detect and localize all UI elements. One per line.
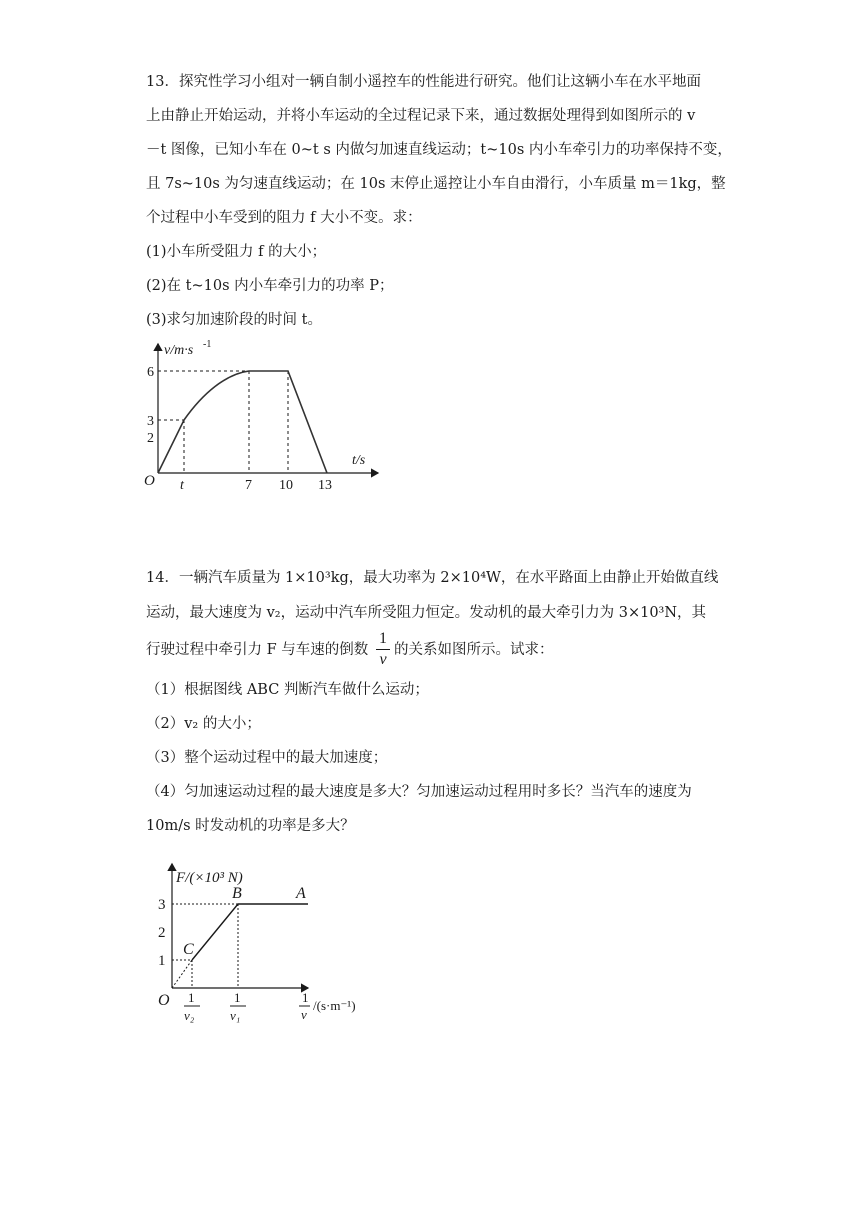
q14-frac-den: v [379, 651, 387, 668]
q14-point-b: B [232, 885, 242, 902]
q13-x-tick-7: 7 [245, 478, 252, 493]
q13-item-2: (2)在 t~10s 内小车牵引力的功率 P； [146, 278, 394, 294]
q14-point-c: C [183, 941, 194, 958]
q14-fv-line [192, 904, 308, 960]
q13-x-tick-13: 13 [318, 478, 332, 493]
q14-x-tick2-den: v₁ [230, 1008, 241, 1023]
q14-x-tick2-num: 1 [234, 990, 241, 1005]
q14-x-label-num: 1 [302, 990, 309, 1005]
q14-line-3b: 的关系如图所示。试求： [394, 642, 554, 658]
q14-y-label: F/(×10³ N) [176, 870, 243, 886]
q14-y-tick-2: 2 [158, 925, 166, 941]
q13-line-4: 且 7s~10s 为匀速直线运动；在 10s 末停止遥控让小车自由滑行，小车质量 m＝1kg，整 [146, 176, 726, 192]
q13-y-label: v/m·s [164, 343, 194, 358]
q14-x-tick1-num: 1 [188, 990, 195, 1005]
q13-x-tick-10: 10 [279, 478, 293, 493]
q13-y-tick-2: 2 [147, 431, 154, 446]
q14-y-tick-1: 1 [158, 953, 166, 969]
q14-line-1: 14．一辆汽车质量为 1×10³kg，最大功率为 2×10⁴W，在水平路面上由静止开始做直线 [146, 570, 719, 586]
q13-y-tick-6: 6 [147, 365, 154, 380]
q13-x-tick-t: t [180, 478, 184, 493]
q13-vt-graph [138, 338, 388, 498]
q13-origin: O [144, 473, 155, 489]
q14-item-2: （2）v₂ 的大小； [146, 716, 261, 732]
q14-fv-graph [150, 858, 410, 1028]
q14-point-a: A [296, 885, 306, 902]
q14-x-label-den: v [301, 1007, 307, 1022]
q13-line-5: 个过程中小车受到的阻力 f 大小不变。求： [146, 210, 422, 226]
q13-item-1: (1)小车所受阻力 f 的大小； [146, 244, 327, 260]
q13-y-tick-3: 3 [147, 414, 154, 429]
q14-item-4: （4）匀加速运动过程的最大速度是多大？匀加速运动过程用时多长？当汽车的速度为 [146, 784, 692, 800]
q14-line-3a: 行驶过程中牵引力 F 与车速的倒数 [146, 642, 369, 658]
q14-line-2: 运动，最大速度为 v₂，运动中汽车所受阻力恒定。发动机的最大牵引力为 3×10³N，其 [146, 605, 707, 621]
q13-line-3: －t 图像，已知小车在 0~t s 内做匀加速直线运动；t~10s 内小车牵引力的功率保持不变， [146, 142, 732, 158]
q13-y-label-sup: -1 [203, 339, 212, 350]
q13-vt-curve [158, 371, 327, 473]
q13-line-2: 上由静止开始运动，并将小车运动的全过程记录下来，通过数据处理得到如图所示的 v [146, 108, 696, 124]
q14-inline-fraction [376, 630, 390, 669]
q13-line-1: 13．探究性学习小组对一辆自制小遥控车的性能进行研究。他们让这辆小车在水平地面 [146, 74, 701, 90]
q14-frac-num: 1 [379, 630, 387, 647]
q14-item-5: 10m/s 时发动机的功率是多大？ [146, 818, 355, 834]
q14-origin: O [158, 992, 170, 1009]
q13-x-label: t/s [352, 453, 366, 468]
q13-item-3: (3)求匀加速阶段的时间 t。 [146, 312, 322, 328]
q14-x-tick1-den: v₂ [184, 1008, 195, 1023]
q14-item-3: （3）整个运动过程中的最大加速度； [146, 750, 388, 766]
q14-y-tick-3: 3 [158, 897, 166, 913]
q14-item-1: （1）根据图线 ABC 判断汽车做什么运动； [146, 682, 429, 698]
q14-x-label: /(s·m⁻¹) [313, 998, 356, 1013]
